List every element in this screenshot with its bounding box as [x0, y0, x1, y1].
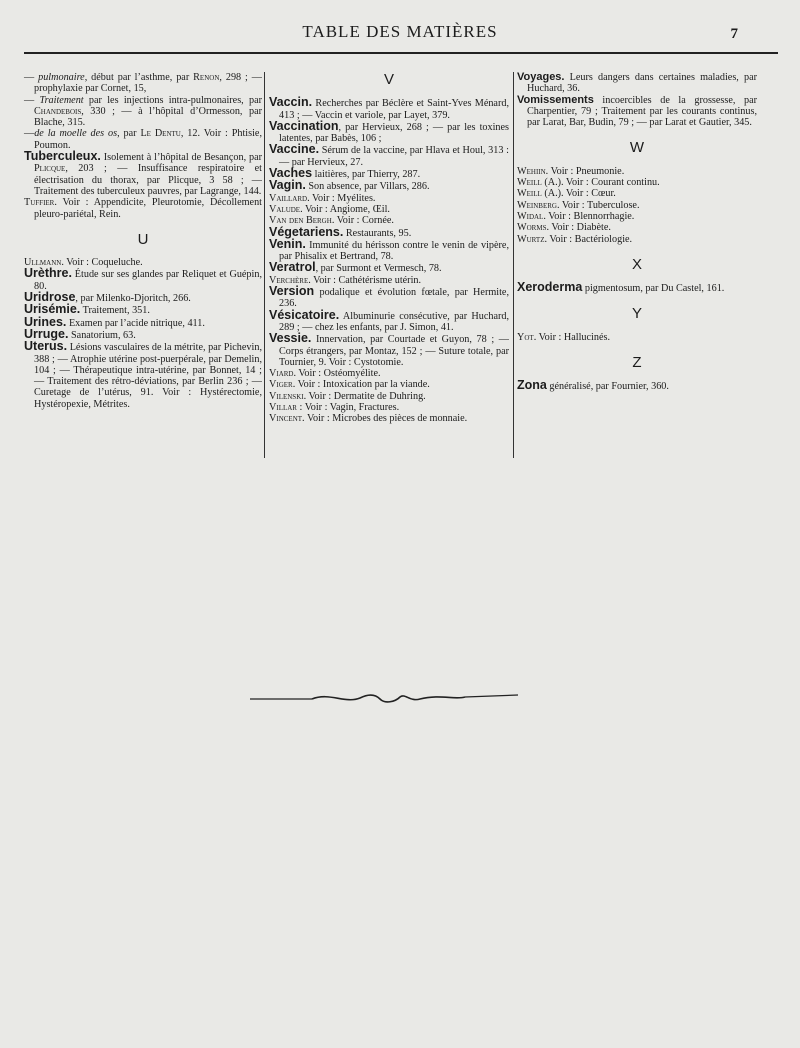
entry-headword: Vaccination: [269, 118, 339, 133]
entry-text: : Voir : Vagin, Fractures.: [296, 402, 400, 414]
entry-text: , par: [117, 128, 141, 140]
entry-author: Viger: [269, 379, 293, 391]
index-entry: [269, 368, 509, 379]
entry-headword: Urisémie.: [24, 302, 81, 317]
entry-author: Vincent: [269, 413, 303, 425]
entry-prefix: —: [24, 72, 39, 83]
index-entry: [24, 341, 262, 410]
entry-zona: Zona généralisé, par Fournier, 360.: [517, 378, 669, 393]
page-number: 7: [730, 26, 738, 42]
entry-text: . Voir : Tuberculose.: [556, 199, 640, 211]
entry-text: . Voir : Cœur.: [561, 188, 616, 200]
entry-author: Weill (A.): [517, 188, 562, 200]
entry-headword: Uridrose: [24, 290, 76, 305]
index-entry: [517, 177, 757, 188]
section-letter-y: Y: [631, 305, 642, 323]
entry-headword: Vaccin.: [269, 95, 313, 110]
index-entry: [269, 333, 509, 368]
entries-v-cont: [517, 72, 757, 128]
entry-text: . Voir : Bactériologie.: [544, 233, 633, 245]
entry-author: Vaillard: [269, 192, 308, 204]
entries-u: [24, 257, 262, 410]
entry-text-cont: , 298 ; — prophylaxie par Cornet, 15,: [34, 72, 262, 95]
entry-text: Restaurants, 95.: [343, 227, 412, 239]
entry-headword: Vessie.: [269, 331, 312, 346]
entry-text: . Voir : Blennorrhagie.: [543, 210, 635, 222]
column-divider-1: [264, 72, 265, 458]
header-rule: [24, 52, 778, 54]
entries-w: [517, 166, 757, 245]
entry-text: podalique et évolution fœtale, par Hermite, 236.: [279, 287, 509, 310]
entry-author: Weill (A.): [517, 177, 562, 189]
entry-author: Wurtz: [517, 233, 545, 245]
entry-text-cont: . Voir : Appendicite, Pleurotomie, Décollement pleuro-pariétal, Rein.: [34, 197, 262, 220]
entry-headword: Version: [269, 284, 315, 299]
section-letter-x: X: [631, 255, 642, 273]
entry-headword: Venin.: [269, 236, 306, 251]
entry-author: Verchère: [269, 274, 309, 286]
entry-headword: Vaccine.: [269, 142, 320, 157]
entry-headword: Urruge.: [24, 326, 69, 341]
index-entry: [269, 286, 509, 310]
column-2: [269, 72, 509, 425]
entry-text: . Voir : Intoxication par la viande.: [292, 379, 430, 391]
index-entry: [517, 72, 757, 95]
section-letter-z: Z: [632, 354, 642, 372]
entry-text: . Voir : Angiome, Œil.: [300, 203, 390, 215]
entry-text: . Voir : Myélites.: [307, 192, 376, 204]
index-entry: [269, 379, 509, 390]
entry-author: Villar: [269, 402, 297, 414]
entry-text: . Voir : Coqueluche.: [61, 257, 143, 269]
entry-headword: Vomissements: [517, 93, 594, 106]
entry-text: . Voir : Ostéomyélite.: [293, 368, 381, 380]
entry-text: , début par l’asthme, par: [84, 72, 194, 83]
entry-author: Chandebois: [34, 105, 82, 117]
entry-text: Son absence, par Villars, 286.: [305, 181, 430, 193]
index-entry: [24, 151, 262, 197]
entry-author: Vilenski: [269, 390, 304, 402]
entry-headword: Tuberculeux.: [24, 149, 101, 164]
index-entry: [269, 144, 509, 168]
entry-author: Tuffier: [24, 197, 55, 209]
entry-text: Étude sur ses glandes par Reliquet et Guépin, 80.: [34, 269, 262, 292]
entry-author: Weinberg: [517, 199, 557, 211]
entry-text: . Voir : Courant continu.: [561, 177, 660, 189]
index-entry: [24, 128, 262, 151]
entry-text: Sanatorium, 63.: [68, 329, 136, 341]
entry-text-cont: , 330 ; — à l’hôpital d’Ormesson, par Blache, 315.: [34, 105, 262, 129]
entry-text: Innervation, par Courtade et Guyon, 78 ; — Corps étrangers, par Montaz, 152 ; — Suture totale, par Tournier, 9. Voir : Cystotomie.: [279, 334, 509, 368]
index-entry: [269, 402, 509, 413]
section-letter-v: V: [383, 71, 394, 88]
index-entry: [517, 222, 757, 233]
entry-yot: Yot. Voir : Hallucinés.: [517, 331, 611, 343]
entry-text: Leurs dangers dans certaines maladies, par Huchard, 36.: [527, 72, 757, 95]
entry-author: Viard: [269, 368, 294, 380]
index-entry: [269, 118, 509, 145]
entry-author: Valude: [269, 203, 301, 215]
entry-text: , par Milenko-Djoritch, 266.: [75, 293, 191, 305]
entry-text: laitières, par Thierry, 287.: [312, 169, 421, 181]
entry-headword: Uterus.: [24, 339, 68, 354]
section-letter-u: U: [137, 230, 149, 248]
column-divider-2: [513, 72, 514, 458]
entry-author: Wehiin: [517, 165, 546, 177]
index-entry: [24, 72, 262, 95]
entry-headword: Urines.: [24, 314, 67, 329]
entry-author: Renon: [193, 72, 220, 83]
entry-italic: de la moelle des os: [34, 128, 118, 140]
entry-text: . Voir : Cathétérisme utérin.: [308, 274, 422, 286]
page-title: TABLE DES MATIÈRES: [302, 22, 498, 41]
column-1: [24, 72, 262, 410]
index-entry: [517, 234, 757, 245]
entries-v: [269, 97, 509, 424]
index-entry: [517, 188, 757, 199]
entry-author: Widal: [517, 210, 544, 222]
entry-text: . Voir : Dermatite de Duhring.: [303, 390, 426, 402]
index-entry: [517, 211, 757, 222]
entry-headword: Veratrol: [269, 260, 316, 275]
index-entry: [24, 197, 262, 220]
entry-text: . Voir : Diabète.: [546, 222, 611, 234]
entry-text: Isolement à l’hôpital de Besançon, par: [100, 152, 262, 164]
end-flourish-ornament: [250, 688, 520, 708]
index-entry: [269, 262, 509, 274]
entry-headword: Urèthre.: [24, 266, 72, 281]
index-entry: [517, 95, 757, 129]
section-letter-w: W: [629, 139, 645, 157]
entry-text: Examen par l’acide nitrique, 411.: [66, 317, 205, 329]
entries-t: [24, 72, 262, 220]
entry-prefix: —: [24, 128, 35, 140]
entry-author: Worms: [517, 222, 547, 234]
entry-headword: Voyages.: [517, 71, 565, 83]
index-entry: [517, 200, 757, 211]
index-entry: [269, 180, 509, 192]
entry-text: Sérum de la vaccine, par Hlava et Houl, 313 : — par Hervieux, 27.: [279, 145, 509, 168]
index-entry: [24, 95, 262, 129]
entry-text-cont: , 12. Voir : Phtisie, Poumon.: [34, 128, 262, 151]
entry-headword: Végetariens.: [269, 224, 344, 239]
column-3: [517, 72, 757, 393]
index-entry: [517, 166, 757, 177]
index-entry: [269, 97, 509, 121]
entry-xeroderma: Xeroderma pigmentosum, par Du Castel, 161.: [517, 280, 725, 295]
entry-text-cont: , 203 ; — Insuffisance respiratoire et électrisation du thorax, par Plicque, 3 58 ; — Traitement des tuberculeux pauvres, par Lagrange, 144.: [34, 163, 262, 197]
entry-text: Immunité du hérisson contre le venin de vipère, par Phisalix et Bertrand, 78.: [279, 239, 509, 263]
entry-author: Van den Bergh: [269, 215, 332, 227]
entry-text: . Voir : Microbes des pièces de monnaie.: [302, 413, 468, 425]
index-entry: [269, 307, 509, 334]
entry-headword: Vaches: [269, 166, 313, 181]
entry-text: . Voir : Pneumonie.: [545, 165, 625, 177]
entry-text: , par Hervieux, 268 ; — par les toxines latentes, par Babès, 106 ;: [279, 121, 509, 145]
index-entry: [269, 391, 509, 402]
entry-text: Albuminurie consécutive, par Huchard, 289 ; — chez les enfants, par J. Simon, 41.: [279, 310, 509, 333]
entry-text: Traitement, 351.: [80, 305, 150, 317]
entry-italic: Traitement: [39, 94, 84, 106]
entry-author: Le Dentu: [140, 128, 181, 140]
entry-headword: Vagin.: [269, 178, 306, 193]
entry-text: Lésions vasculaires de la métrite, par Pichevin, 388 ; — Atrophie utérine post-puerpérale, par Demelin, 104 ; — Thérapeutique intra-utérine, par Bonnet, 14 ; — Traitement des rétro-déviations, par Berlin 236 ; — Curetage de l’utérus, 91. Voir : Hystérectomie, Hystéropexie, Métrites.: [34, 342, 262, 410]
entry-author: Plicque: [34, 163, 66, 175]
entry-text: , par Surmont et Vermesch, 78.: [315, 263, 442, 275]
entry-text: . Voir : Cornée.: [331, 215, 394, 227]
entry-text: Recherches par Béclère et Saint-Yves Ménard, 413 ; — Vaccin et variole, par Layet, 379.: [279, 98, 509, 121]
entry-text: incoercibles de la grossesse, par Charpentier, 79 ; Traitement par les courants continus, par Larat, Bar, Budin, 79 ; — par Larat et Gautier, 345.: [527, 94, 757, 129]
index-entry: [269, 193, 509, 204]
entry-italic: pulmonaire: [38, 72, 85, 83]
index-entry: [269, 204, 509, 215]
entry-text: par les injections intra-pulmonaires, par: [83, 94, 262, 106]
index-entry: [269, 413, 509, 424]
index-entry: [24, 268, 262, 292]
entry-author: Ullmann: [24, 257, 62, 269]
entry-headword: Vésicatoire.: [269, 307, 340, 322]
index-entry: [269, 236, 509, 263]
entry-prefix: —: [24, 94, 40, 106]
